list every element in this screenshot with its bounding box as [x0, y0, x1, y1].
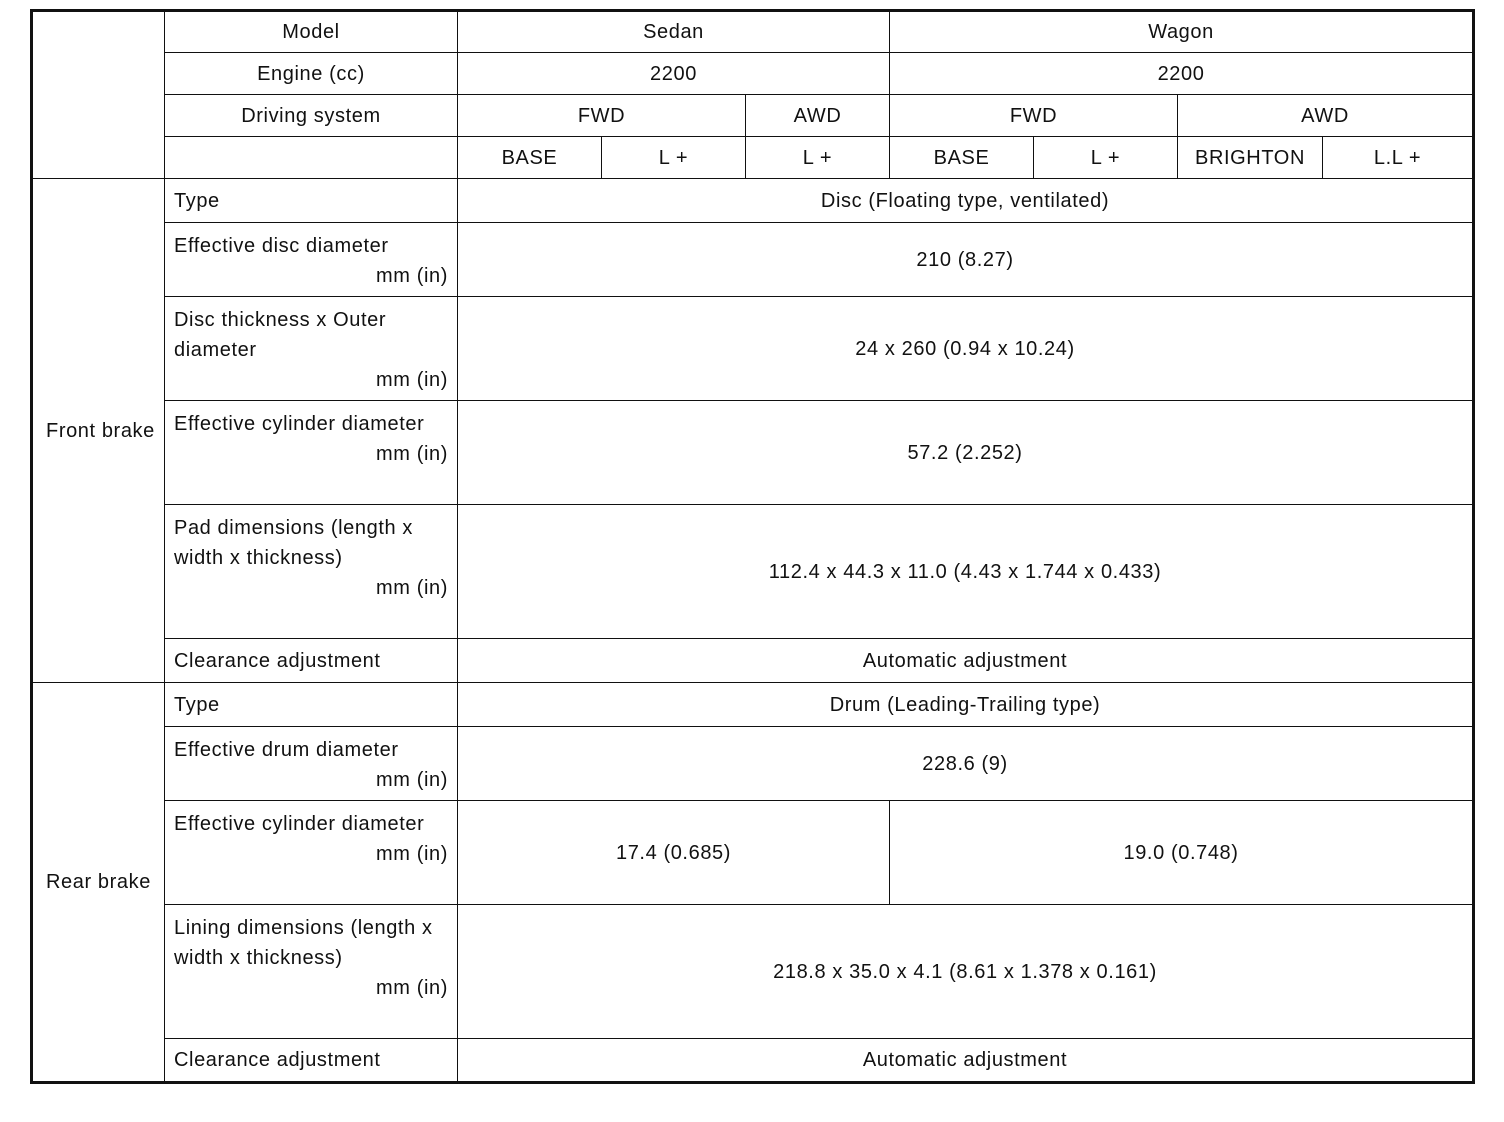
spec-label: Clearance adjustment [165, 1039, 458, 1083]
front-clearance-row [32, 639, 1474, 683]
spec-label-cell [165, 401, 458, 505]
model-sedan: Sedan [458, 11, 890, 53]
spec-label-cell [165, 727, 458, 801]
engine-wagon: 2200 [890, 53, 1474, 95]
spec-label: Effective drum diameter [174, 739, 399, 761]
spec-label: Pad dimensions (length x width x thickness) [174, 517, 413, 569]
spec-unit: mm (in) [376, 265, 448, 287]
grade-cell: L + [1034, 137, 1178, 179]
front-disc-diameter-row [32, 223, 1474, 297]
spec-value: Automatic adjustment [458, 639, 1474, 683]
header-corner-cell [32, 11, 165, 179]
spec-label: Type [165, 683, 458, 727]
spec-value: 210 (8.27) [458, 223, 1474, 297]
driving-wagon-awd: AWD [1178, 95, 1474, 137]
spec-label: Disc thickness x Outer diameter [174, 309, 387, 361]
engine-sedan: 2200 [458, 53, 890, 95]
driving-sedan-fwd: FWD [458, 95, 746, 137]
spec-value-sedan: 17.4 (0.685) [458, 801, 890, 905]
rear-clearance-row [32, 1039, 1474, 1083]
grade-cell: BASE [458, 137, 602, 179]
front-type-row [32, 179, 1474, 223]
spec-label-cell [165, 801, 458, 905]
spec-label: Type [165, 179, 458, 223]
spec-value: 228.6 (9) [458, 727, 1474, 801]
rear-cylinder-row [32, 801, 1474, 905]
front-pad-row [32, 505, 1474, 639]
spec-value: Drum (Leading-Trailing type) [458, 683, 1474, 727]
spec-unit: mm (in) [376, 369, 448, 391]
grade-cell: L + [746, 137, 890, 179]
spec-label: Clearance adjustment [165, 639, 458, 683]
spec-label: Effective disc diameter [174, 235, 389, 257]
grade-row [32, 137, 1474, 179]
grade-cell: L + [602, 137, 746, 179]
front-brake-group-label: Front brake [32, 179, 165, 683]
driving-wagon-fwd: FWD [890, 95, 1178, 137]
brake-spec-table [30, 9, 1475, 1084]
spec-unit: mm (in) [376, 443, 448, 465]
grade-cell: L.L + [1323, 137, 1474, 179]
front-cylinder-row [32, 401, 1474, 505]
model-label: Model [165, 11, 458, 53]
rear-type-row [32, 683, 1474, 727]
spec-unit: mm (in) [376, 843, 448, 865]
front-disc-thickness-row [32, 297, 1474, 401]
spec-value: Disc (Floating type, ventilated) [458, 179, 1474, 223]
spec-label: Effective cylinder diameter [174, 813, 425, 835]
grade-cell: BRIGHTON [1178, 137, 1323, 179]
spec-value: 24 x 260 (0.94 x 10.24) [458, 297, 1474, 401]
spec-unit: mm (in) [376, 977, 448, 999]
spec-label: Effective cylinder diameter [174, 413, 425, 435]
spec-label-cell [165, 223, 458, 297]
grade-cell: BASE [890, 137, 1034, 179]
spec-value: 57.2 (2.252) [458, 401, 1474, 505]
driving-label: Driving system [165, 95, 458, 137]
spec-value: 112.4 x 44.3 x 11.0 (4.43 x 1.744 x 0.433) [458, 505, 1474, 639]
spec-label: Lining dimensions (length x width x thickness) [174, 917, 433, 969]
driving-sedan-awd: AWD [746, 95, 890, 137]
driving-row [32, 95, 1474, 137]
grade-label-empty [165, 137, 458, 179]
engine-row [32, 53, 1474, 95]
model-wagon: Wagon [890, 11, 1474, 53]
model-row [32, 11, 1474, 53]
engine-label: Engine (cc) [165, 53, 458, 95]
rear-brake-group-label: Rear brake [32, 683, 165, 1083]
spec-unit: mm (in) [376, 769, 448, 791]
rear-drum-diameter-row [32, 727, 1474, 801]
spec-label-cell [165, 905, 458, 1039]
spec-value: 218.8 x 35.0 x 4.1 (8.61 x 1.378 x 0.161) [458, 905, 1474, 1039]
spec-label-cell [165, 505, 458, 639]
rear-lining-row [32, 905, 1474, 1039]
spec-label-cell [165, 297, 458, 401]
spec-value: Automatic adjustment [458, 1039, 1474, 1083]
spec-unit: mm (in) [376, 577, 448, 599]
spec-value-wagon: 19.0 (0.748) [890, 801, 1474, 905]
